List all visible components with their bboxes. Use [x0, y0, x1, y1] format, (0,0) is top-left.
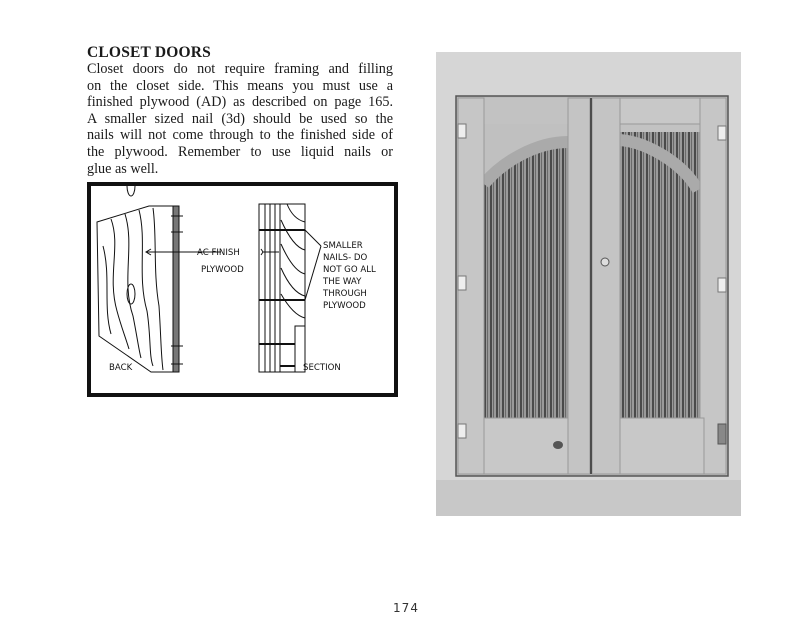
label-ac-finish: AC FINISH — [197, 248, 240, 258]
floor — [436, 480, 741, 516]
wood-grain — [139, 210, 153, 366]
body-paragraph — [87, 61, 393, 177]
paragraph-line: glue as well. — [87, 160, 159, 177]
note-line: THE WAY — [323, 277, 362, 287]
diagram-drawing — [91, 186, 394, 393]
section-title: CLOSET DOORS — [87, 44, 212, 61]
paragraph-line: Closet doors do not require framing and filling — [87, 61, 393, 77]
door-photo-drawing — [436, 52, 741, 516]
right-door — [592, 98, 726, 474]
door-photo — [436, 52, 741, 516]
paragraph-line: the plywood. Remember to use liquid nails or — [87, 143, 393, 160]
closet-door-diagram — [87, 182, 398, 397]
paragraph-line: A smaller sized nail (3d) should be used so the — [87, 110, 393, 127]
left-door — [458, 98, 590, 474]
section-grain — [281, 220, 305, 250]
wood-knot — [127, 186, 135, 196]
hinge — [458, 424, 466, 438]
hinge — [718, 126, 726, 140]
edge-strip — [173, 206, 179, 372]
paragraph-line: nails will not come through to the finished side of — [87, 127, 393, 144]
wood-grain — [111, 219, 129, 349]
leader-line — [305, 246, 321, 300]
hinge — [458, 124, 466, 138]
section-grain — [281, 294, 305, 318]
note-line: PLYWOOD — [323, 301, 366, 311]
note-line: NOT GO ALL — [323, 265, 376, 275]
note-line: THROUGH — [323, 289, 367, 299]
page-number: 174 — [393, 601, 419, 615]
leader-line — [305, 230, 321, 246]
note-line: NAILS- DO — [323, 253, 368, 263]
hinge — [458, 276, 466, 290]
hinge — [718, 278, 726, 292]
label-section: SECTION — [303, 363, 341, 373]
wood-grain — [153, 208, 163, 370]
label-plywood: PLYWOOD — [201, 265, 244, 275]
label-back: BACK — [109, 363, 133, 373]
paragraph-line: on the closet side. This means you must use a — [87, 77, 393, 94]
note-line: SMALLER — [323, 241, 363, 251]
paragraph-line: finished plywood (AD) as described on page 165. — [87, 94, 393, 111]
hinge — [718, 424, 726, 444]
door-knob — [601, 258, 609, 266]
arrow-icon — [261, 249, 263, 255]
wood-grain — [103, 246, 111, 334]
section-grain — [287, 204, 305, 222]
